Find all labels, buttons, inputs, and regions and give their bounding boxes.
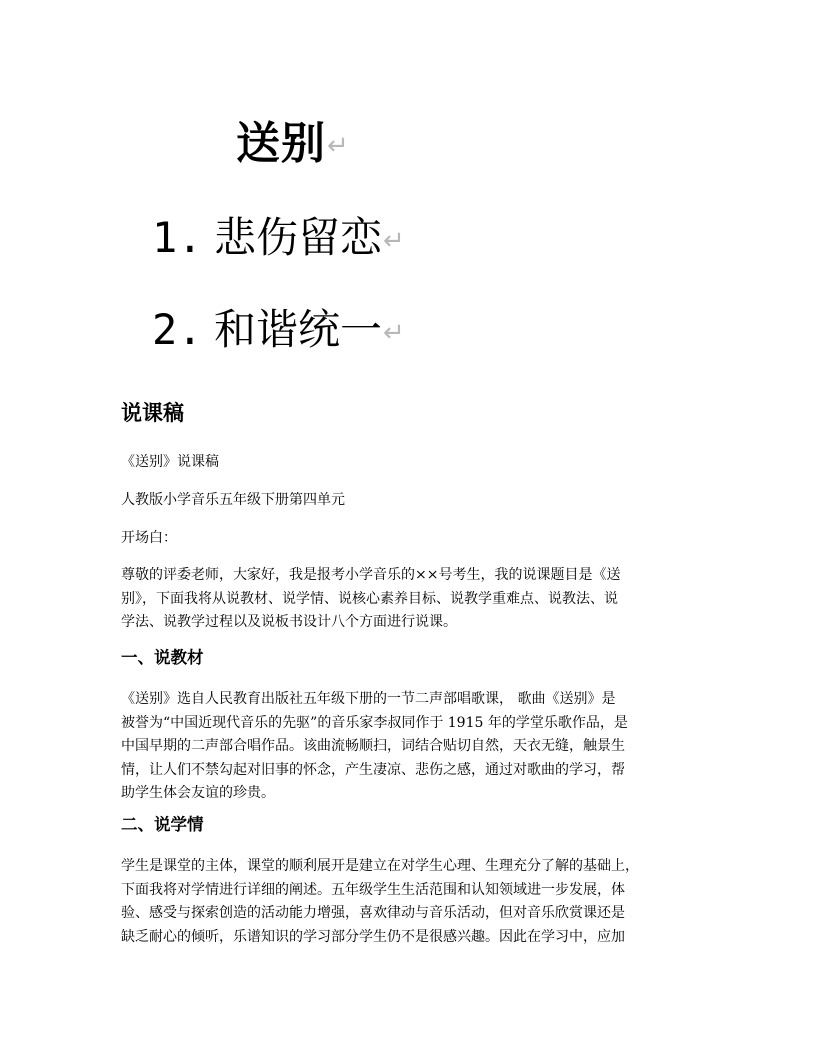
paragraph-line: 《送别》选自人民教育出版社五年级下册的一节二声部唱歌课， 歌曲《送别》是 <box>121 691 616 707</box>
section-heading: 一、说教材 <box>121 648 204 667</box>
paragraph-return-icon: ↵ <box>327 131 350 161</box>
document-subtitle: 《送别》说课稿 <box>121 454 219 470</box>
board-item-number: 1. <box>152 213 203 262</box>
board-title-text: 送别 <box>236 118 326 169</box>
paragraph-line: 别》，下面我将从说教材、说学情、说核心素养目标、说教学重难点、说教法、说 <box>121 590 618 607</box>
paragraph-line: 学生是课堂的主体，课堂的顺利展开是建立在对学生心理、生理充分了解的基础上， <box>121 858 639 874</box>
paragraph-line: 助学生体会友谊的珍贵。 <box>121 785 275 801</box>
board-item <box>152 305 405 358</box>
section-paragraph <box>121 855 701 949</box>
opening-paragraph <box>121 564 701 635</box>
board-title <box>236 118 350 172</box>
section-paragraph <box>121 688 701 806</box>
paragraph-line: 被誉为“中国近现代音乐的先驱”的音乐家李叔同作于 1915 年的学堂乐歌作品，是 <box>121 714 628 731</box>
edition-line: 人教版小学音乐五年级下册第四单元 <box>121 492 345 508</box>
opening-label: 开场白： <box>121 530 177 546</box>
paragraph-line: 情，让人们不禁勾起对旧事的怀念，产生凄凉、悲伤之感，通过对歌曲的学习，帮 <box>121 761 625 778</box>
board-item-number: 2. <box>152 305 203 354</box>
board-item-text: 悲伤留恋 <box>214 213 383 262</box>
paragraph-line: 尊敬的评委老师，大家好，我是报考小学音乐的××号考生，我的说课题目是《送 <box>121 567 621 583</box>
document-heading: 说课稿 <box>121 401 184 425</box>
board-item-text: 和谐统一 <box>214 305 383 354</box>
paragraph-return-icon: ↵ <box>383 317 405 348</box>
section-heading: 二、说学情 <box>121 815 204 834</box>
paragraph-line: 验、感受与探索创造的活动能力增强，喜欢律动与音乐活动，但对音乐欣赏课还是 <box>121 905 625 921</box>
paragraph-return-icon: ↵ <box>383 225 405 256</box>
paragraph-line: 中国早期的二声部合唱作品。该曲流畅顺扫，词结合贴切自然，天衣无缝，触景生 <box>121 738 625 754</box>
board-item <box>152 213 405 266</box>
paragraph-line: 下面我将对学情进行详细的阐述。五年级学生生活范围和认知领域进一步发展，体 <box>121 881 625 898</box>
paragraph-line: 缺乏耐心的倾听，乐谱知识的学习部分学生仍不是很感兴趣。因此在学习中，应加 <box>121 928 625 945</box>
paragraph-line: 学法、说教学过程以及说板书设计八个方面进行说课。 <box>121 614 457 630</box>
